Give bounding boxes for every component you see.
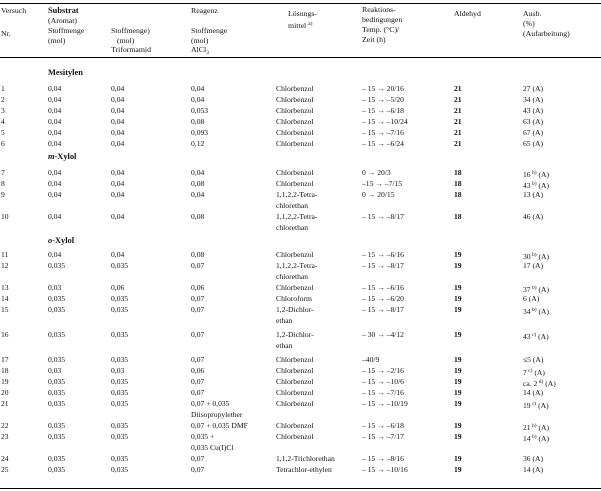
cell-loesungsmittel: 1,2-Dichlor- xyxy=(276,330,314,339)
cell-aldehyd: 19 xyxy=(454,366,462,375)
cell-triformamid: 0,04 xyxy=(111,212,125,221)
cell-triformamid: 0,04 xyxy=(111,179,125,188)
cell-versuch: 3 xyxy=(1,106,5,115)
cell-reagenz: 0,07 xyxy=(191,355,205,364)
header-aufarbeitung: (Aufarbeitung) xyxy=(523,29,570,38)
cell-bedingungen: – 15 → –8/16 xyxy=(362,454,404,463)
section-m-xylol: m-Xylol xyxy=(48,152,77,161)
header-alcl3: AlCl$_3$ xyxy=(191,45,209,56)
cell-substrat: 0,04 xyxy=(48,190,62,199)
cell-triformamid: 0,035 xyxy=(111,454,129,463)
header-versuch: Versuch xyxy=(1,6,27,15)
cell-reagenz: 0,04 xyxy=(191,84,205,93)
cell-triformamid: 0,035 xyxy=(111,377,129,386)
cell-aldehyd: 21 xyxy=(454,95,462,104)
cell-reagenz: 0,093 xyxy=(191,128,209,137)
cell-ausbeute: 14 (A) xyxy=(523,388,544,397)
cell-ausbeute: 14 $^{b)}$ (A) xyxy=(523,434,550,443)
cell-versuch: 15 xyxy=(1,305,9,314)
table-top-rule xyxy=(0,3,601,4)
cell-reagenz: 0,07 xyxy=(191,465,205,474)
cell-bedingungen: – 15 → –10/16 xyxy=(362,465,408,474)
cell-ausbeute: 14 (A) xyxy=(523,465,544,474)
cell-substrat: 0,04 xyxy=(48,179,62,188)
cell-aldehyd: 19 xyxy=(454,294,462,303)
cell-versuch: 24 xyxy=(1,454,9,463)
cell-loesungsmittel: Chlorbenzol xyxy=(276,84,314,93)
cell-loesungsmittel: Chlorbenzol xyxy=(276,128,314,137)
cell-versuch: 4 xyxy=(1,117,5,126)
cell-reagenz: 0,08 xyxy=(191,117,205,126)
cell-substrat: 0,035 xyxy=(48,330,66,339)
cell-substrat: 0,04 xyxy=(48,106,62,115)
cell-ausbeute: 16 $^{b)}$ (A) xyxy=(523,170,550,179)
cell-reagenz-line2: 0,035 Cu(I)Cl xyxy=(191,443,234,452)
cell-substrat: 0,035 xyxy=(48,399,66,408)
cell-loesungsmittel: Tetrachlor-ethylen xyxy=(276,465,332,474)
cell-reagenz: 0,06 xyxy=(191,366,205,375)
header-percent: (%) xyxy=(523,19,535,28)
cell-versuch: 2 xyxy=(1,95,5,104)
cell-versuch: 16 xyxy=(1,330,9,339)
cell-aldehyd: 19 xyxy=(454,454,462,463)
cell-aldehyd: 19 xyxy=(454,465,462,474)
cell-bedingungen: – 15 → 20/16 xyxy=(362,84,404,93)
cell-ausbeute: 43 $^{c)}$ (A) xyxy=(523,332,549,341)
cell-bedingungen: –15 → –7/15 xyxy=(362,179,403,188)
cell-versuch: 11 xyxy=(1,250,9,259)
cell-loesungsmittel-line2: ethan xyxy=(276,316,293,325)
cell-ausbeute: 43 $^{b)}$ (A) xyxy=(523,181,550,190)
cell-loesungsmittel: 1,2-Dichlor- xyxy=(276,305,314,314)
cell-substrat: 0,035 xyxy=(48,261,66,270)
cell-reagenz: 0,04 xyxy=(191,168,205,177)
cell-substrat: 0,035 xyxy=(48,388,66,397)
header-stoffmenge-2: Stoffmenge) xyxy=(111,26,150,35)
cell-ausbeute: 27 (A) xyxy=(523,84,544,93)
cell-versuch: 1 xyxy=(1,84,5,93)
header-ausb: Ausb. xyxy=(523,9,542,18)
cell-substrat: 0,035 xyxy=(48,355,66,364)
cell-aldehyd: 19 xyxy=(454,261,462,270)
cell-substrat: 0,035 xyxy=(48,294,66,303)
cell-aldehyd: 18 xyxy=(454,168,462,177)
cell-triformamid: 0,04 xyxy=(111,168,125,177)
cell-loesungsmittel: 1,1,2-Trichlorethan xyxy=(276,454,335,463)
cell-loesungsmittel: Chlorbenzol xyxy=(276,179,314,188)
cell-versuch: 21 xyxy=(1,399,9,408)
cell-loesungsmittel-line2: ethan xyxy=(276,341,293,350)
cell-versuch: 20 xyxy=(1,388,9,397)
cell-substrat: 0,04 xyxy=(48,250,62,259)
cell-aldehyd: 21 xyxy=(454,84,462,93)
cell-reagenz-line2: Diisopropylether xyxy=(191,410,243,419)
cell-reagenz: 0,07 xyxy=(191,294,205,303)
cell-aldehyd: 19 xyxy=(454,432,462,441)
cell-triformamid: 0,04 xyxy=(111,106,125,115)
cell-aldehyd: 21 xyxy=(454,139,462,148)
cell-bedingungen: 0 → 20/3 xyxy=(362,168,391,177)
footnote-marker: c) xyxy=(530,401,537,407)
cell-substrat: 0,03 xyxy=(48,366,62,375)
cell-triformamid: 0,04 xyxy=(111,95,125,104)
cell-bedingungen: – 15 → –6/18 xyxy=(362,106,404,115)
cell-ausbeute: 13 (A) xyxy=(523,190,544,199)
cell-bedingungen: – 15 → –10/19 xyxy=(362,399,408,408)
cell-substrat: 0,035 xyxy=(48,377,66,386)
cell-substrat: 0,04 xyxy=(48,212,62,221)
cell-triformamid: 0,04 xyxy=(111,128,125,137)
cell-loesungsmittel: Chlorbenzol xyxy=(276,388,314,397)
cell-bedingungen: –40/9 xyxy=(362,355,380,364)
cell-bedingungen: – 15 → –10/24 xyxy=(362,117,408,126)
cell-ausbeute: 46 (A) xyxy=(523,212,544,221)
cell-substrat: 0,04 xyxy=(48,168,62,177)
cell-ausbeute: 17 (A) xyxy=(523,261,544,270)
cell-ausbeute: 6 (A) xyxy=(523,294,540,303)
cell-reagenz: 0,07 xyxy=(191,377,205,386)
cell-loesungsmittel-line2: chlorethan xyxy=(276,201,309,210)
cell-ausbeute: 37 $^{b)}$ (A) xyxy=(523,285,550,294)
cell-triformamid: 0,04 xyxy=(111,117,125,126)
cell-aldehyd: 19 xyxy=(454,421,462,430)
footnote-marker: d) xyxy=(537,379,544,385)
cell-bedingungen: – 15 → –2/16 xyxy=(362,366,404,375)
header-reaktions: Reaktions- xyxy=(362,5,396,14)
cell-ausbeute: 19 $^{c)}$ (A) xyxy=(523,401,549,410)
cell-bedingungen: – 15 → –10/6 xyxy=(362,377,404,386)
cell-substrat: 0,04 xyxy=(48,95,62,104)
header-stoffmenge-3: Stoffmenge xyxy=(191,26,228,35)
cell-reagenz: 0,07 xyxy=(191,305,205,314)
cell-bedingungen: – 15 → –6/16 xyxy=(362,283,404,292)
cell-triformamid: 0,04 xyxy=(111,84,125,93)
cell-triformamid: 0,035 xyxy=(111,294,129,303)
cell-loesungsmittel: Chlorbenzol xyxy=(276,283,314,292)
cell-versuch: 10 xyxy=(1,212,9,221)
cell-reagenz: 0,08 xyxy=(191,250,205,259)
cell-loesungsmittel: Chlorbenzol xyxy=(276,117,314,126)
header-loesungs: Lösungs- xyxy=(288,9,318,18)
footnote-marker: b) xyxy=(530,307,537,313)
header-mittel: mittel $^{a)}$ xyxy=(288,21,313,30)
cell-versuch: 25 xyxy=(1,465,9,474)
cell-aldehyd: 18 xyxy=(454,179,462,188)
cell-substrat: 0,04 xyxy=(48,128,62,137)
footnote-marker: b) xyxy=(530,170,537,176)
cell-aldehyd: 19 xyxy=(454,377,462,386)
cell-versuch: 19 xyxy=(1,377,9,386)
cell-reagenz: 0,07 + 0,035 xyxy=(191,399,230,408)
cell-reagenz: 0,04 xyxy=(191,190,205,199)
cell-bedingungen: 0 → 20/15 xyxy=(362,190,395,199)
cell-loesungsmittel-line2: chlorethan xyxy=(276,223,309,232)
cell-loesungsmittel: Chloroform xyxy=(276,294,312,303)
cell-triformamid: 0,035 xyxy=(111,421,129,430)
cell-aldehyd: 19 xyxy=(454,388,462,397)
footnote-marker: b) xyxy=(530,285,537,291)
cell-substrat: 0,035 xyxy=(48,465,66,474)
cell-bedingungen: – 30 → –4/12 xyxy=(362,330,404,339)
cell-triformamid: 0,035 xyxy=(111,330,129,339)
header-mol: (mol) xyxy=(48,36,66,45)
cell-bedingungen: – 15 → –6/20 xyxy=(362,294,404,303)
cell-versuch: 14 xyxy=(1,294,9,303)
cell-aldehyd: 19 xyxy=(454,330,462,339)
table-bottom-rule xyxy=(0,488,601,489)
cell-aldehyd: 21 xyxy=(454,106,462,115)
cell-loesungsmittel: Chlorbenzol xyxy=(276,432,314,441)
cell-bedingungen: – 15 → –7/16 xyxy=(362,128,404,137)
header-substrat: Substrat xyxy=(48,6,79,15)
cell-aldehyd: 19 xyxy=(454,305,462,314)
header-nr: Nr. xyxy=(1,29,11,38)
cell-ausbeute: 30 $^{b)}$ (A) xyxy=(523,252,550,261)
cell-loesungsmittel: Chlorbenzol xyxy=(276,421,314,430)
cell-versuch: 22 xyxy=(1,421,9,430)
cell-loesungsmittel: Chlorbenzol xyxy=(276,168,314,177)
cell-bedingungen: – 15 → –6/16 xyxy=(362,250,404,259)
cell-substrat: 0,035 xyxy=(48,305,66,314)
cell-versuch: 8 xyxy=(1,179,5,188)
cell-substrat: 0,04 xyxy=(48,139,62,148)
cell-substrat: 0,035 xyxy=(48,421,66,430)
cell-loesungsmittel: 1,1,2,2-Tetra- xyxy=(276,190,318,199)
cell-aldehyd: 19 xyxy=(454,355,462,364)
cell-loesungsmittel: Chlorbenzol xyxy=(276,399,314,408)
cell-reagenz: 0,06 xyxy=(191,283,205,292)
cell-aldehyd: 21 xyxy=(454,117,462,126)
cell-aldehyd: 19 xyxy=(454,250,462,259)
cell-substrat: 0,035 xyxy=(48,432,66,441)
header-aromat: (Aromat) xyxy=(48,16,78,25)
cell-loesungsmittel: Chlorbenzol xyxy=(276,250,314,259)
cell-reagenz: 0,035 + xyxy=(191,432,215,441)
cell-versuch: 6 xyxy=(1,139,5,148)
cell-loesungsmittel: Chlorbenzol xyxy=(276,366,314,375)
cell-ausbeute: ≤5 (A) xyxy=(523,355,544,364)
cell-reagenz: 0,07 xyxy=(191,330,205,339)
cell-loesungsmittel: Chlorbenzol xyxy=(276,377,314,386)
cell-ausbeute: 7 $^{c)}$ (A) xyxy=(523,368,545,377)
cell-loesungsmittel: Chlorbenzol xyxy=(276,95,314,104)
cell-aldehyd: 21 xyxy=(454,128,462,137)
cell-triformamid: 0,04 xyxy=(111,250,125,259)
cell-versuch: 13 xyxy=(1,283,9,292)
cell-bedingungen: – 15 → –6/24 xyxy=(362,139,404,148)
cell-versuch: 7 xyxy=(1,168,5,177)
cell-bedingungen: – 15 → –5/20 xyxy=(362,95,404,104)
cell-aldehyd: 19 xyxy=(454,399,462,408)
cell-reagenz: 0,07 xyxy=(191,261,205,270)
cell-loesungsmittel: Chlorbenzol xyxy=(276,355,314,364)
header-zeit: Zeit (h) xyxy=(362,35,386,44)
header-aldehyd: Aldehyd xyxy=(454,9,481,18)
section-o-xylol: o-Xylol xyxy=(48,236,75,245)
cell-ausbeute: 34 $^{b)}$ (A) xyxy=(523,307,550,316)
cell-reagenz: 0,08 xyxy=(191,212,205,221)
header-mol-3: (mol) xyxy=(191,36,209,45)
cell-triformamid: 0,03 xyxy=(111,366,125,375)
cell-ausbeute: 65 (A) xyxy=(523,139,544,148)
footnote-marker: c) xyxy=(530,332,537,338)
cell-aldehyd: 18 xyxy=(454,212,462,221)
footnote-marker: b) xyxy=(530,434,537,440)
cell-versuch: 5 xyxy=(1,128,5,137)
cell-triformamid: 0,035 xyxy=(111,261,129,270)
cell-reagenz: 0,12 xyxy=(191,139,205,148)
header-reagenz: Reagenz xyxy=(191,6,218,15)
cell-triformamid: 0,06 xyxy=(111,283,125,292)
cell-triformamid: 0,04 xyxy=(111,139,125,148)
cell-substrat: 0,035 xyxy=(48,454,66,463)
footnote-marker: b) xyxy=(530,423,537,429)
cell-triformamid: 0,035 xyxy=(111,432,129,441)
cell-triformamid: 0,035 xyxy=(111,399,129,408)
section-mesitylen: Mesitylen xyxy=(48,68,83,77)
cell-triformamid: 0,04 xyxy=(111,190,125,199)
cell-ausbeute: 21 $^{b)}$ (A) xyxy=(523,423,550,432)
cell-reagenz: 0,07 xyxy=(191,388,205,397)
cell-loesungsmittel-line2: chlorethan xyxy=(276,272,309,281)
cell-reagenz: 0,08 xyxy=(191,179,205,188)
cell-versuch: 17 xyxy=(1,355,9,364)
cell-ausbeute: 36 (A) xyxy=(523,454,544,463)
cell-triformamid: 0,035 xyxy=(111,305,129,314)
footnote-marker: c) xyxy=(526,368,533,374)
cell-ausbeute: 34 (A) xyxy=(523,95,544,104)
cell-ausbeute: ca. 2 $^{d)}$ (A) xyxy=(523,379,556,388)
header-temp: Temp. (°C)/ xyxy=(362,25,400,34)
cell-bedingungen: – 15 → –8/17 xyxy=(362,305,404,314)
cell-loesungsmittel: Chlorbenzol xyxy=(276,106,314,115)
cell-versuch: 18 xyxy=(1,366,9,375)
cell-loesungsmittel: 1,1,2,2-Tetra- xyxy=(276,212,318,221)
header-triformamid: Triformamid xyxy=(111,45,151,54)
cell-bedingungen: – 15 → –6/18 xyxy=(362,421,404,430)
footnote-marker: b) xyxy=(530,181,537,187)
footnote-marker: b) xyxy=(530,252,537,258)
cell-substrat: 0,03 xyxy=(48,283,62,292)
cell-loesungsmittel: 1,1,2,2-Tetra- xyxy=(276,261,318,270)
cell-substrat: 0,04 xyxy=(48,84,62,93)
cell-versuch: 23 xyxy=(1,432,9,441)
cell-versuch: 9 xyxy=(1,190,5,199)
cell-reagenz: 0,04 xyxy=(191,95,205,104)
cell-triformamid: 0,035 xyxy=(111,355,129,364)
cell-ausbeute: 67 (A) xyxy=(523,128,544,137)
cell-bedingungen: – 15 → –8/17 xyxy=(362,261,404,270)
cell-bedingungen: – 15 → –7/17 xyxy=(362,432,404,441)
cell-triformamid: 0,035 xyxy=(111,388,129,397)
cell-triformamid: 0,035 xyxy=(111,465,129,474)
cell-loesungsmittel: Chlorbenzol xyxy=(276,139,314,148)
header-stoffmenge: Stoffmenge xyxy=(48,26,85,35)
cell-substrat: 0,04 xyxy=(48,117,62,126)
cell-reagenz: 0,053 xyxy=(191,106,209,115)
cell-bedingungen: – 15 → –8/17 xyxy=(362,212,404,221)
cell-reagenz: 0,07 + 0,035 DMF xyxy=(191,421,248,430)
cell-aldehyd: 19 xyxy=(454,283,462,292)
cell-reagenz: 0,07 xyxy=(191,454,205,463)
cell-ausbeute: 43 (A) xyxy=(523,106,544,115)
cell-versuch: 12 xyxy=(1,261,9,270)
header-mol-2: (mol) xyxy=(117,36,135,45)
cell-bedingungen: – 15 → –7/16 xyxy=(362,388,404,397)
cell-ausbeute: 63 (A) xyxy=(523,117,544,126)
cell-aldehyd: 18 xyxy=(454,190,462,199)
header-bottom-rule xyxy=(0,57,601,58)
header-bedingungen: bedingungen xyxy=(362,15,403,24)
